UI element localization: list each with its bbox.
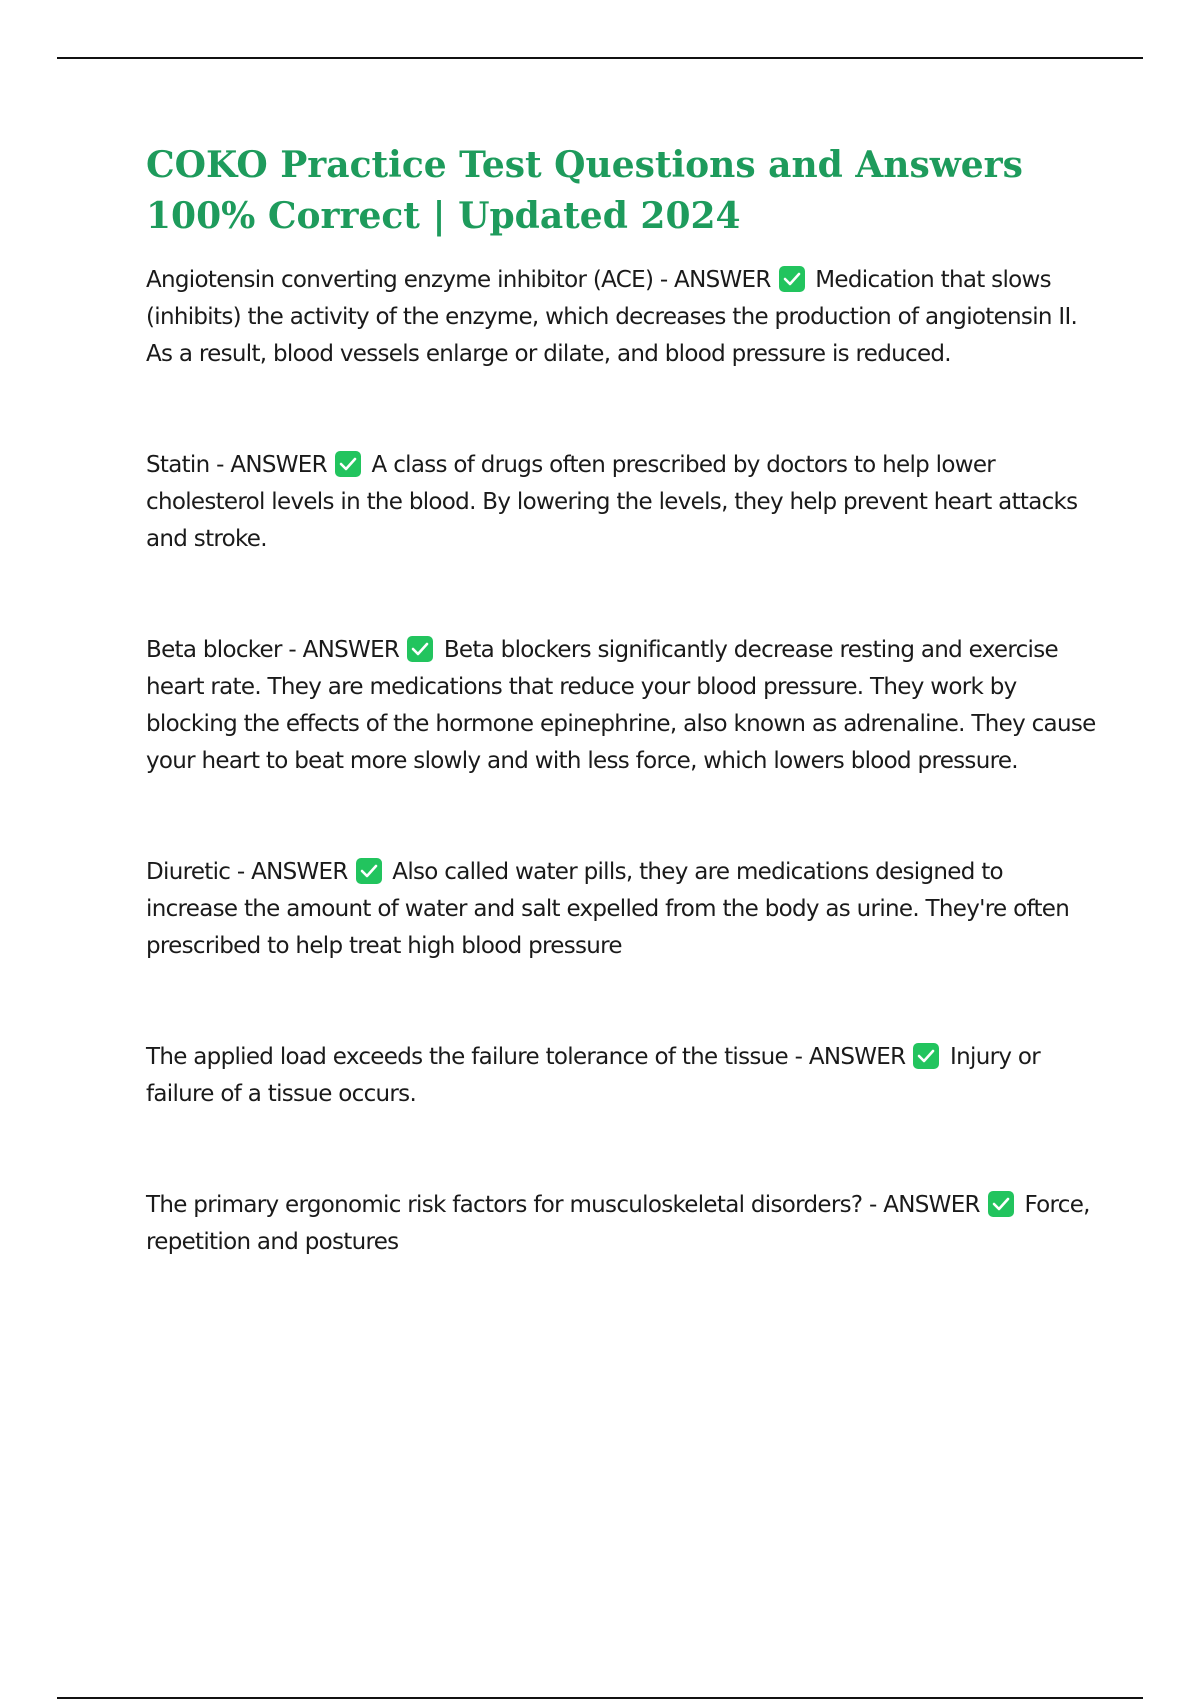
answer-label: ANSWER — [883, 1192, 980, 1218]
check-mark-icon — [988, 1191, 1014, 1217]
qa-definition: Also called water pills, they are medications designed to increase the amount of water and salt expelled from the body as urine. They're often prescribed to help treat high blood pressure — [146, 859, 1070, 959]
qa-item-ace-inhibitor — [146, 262, 1096, 373]
check-mark-icon — [356, 858, 382, 884]
qa-term: Diuretic - — [146, 859, 252, 885]
qa-item-applied-load — [146, 1039, 1096, 1113]
qa-item-ergonomic-risk — [146, 1187, 1096, 1261]
check-mark-icon — [335, 451, 361, 477]
check-mark-icon — [407, 636, 433, 662]
top-rule — [57, 57, 1143, 59]
check-mark-icon — [779, 266, 805, 292]
qa-definition: A class of drugs often prescribed by doctors to help lower cholesterol levels in the blood. By lowering the levels, they help prevent heart attacks and stroke. — [146, 452, 1078, 552]
qa-term: The applied load exceeds the failure tolerance of the tissue - — [146, 1044, 809, 1070]
bottom-rule — [57, 1697, 1143, 1699]
check-mark-icon — [913, 1043, 939, 1069]
qa-term: Statin - — [146, 452, 231, 478]
qa-definition: Beta blockers significantly decrease resting and exercise heart rate. They are medications that reduce your blood pressure. They work by blocking the effects of the hormone epinephrine, also known as adrenaline. They cause your heart to beat more slowly and with less force, which lowers blood pressure. — [146, 637, 1096, 774]
document-title: COKO Practice Test Questions and Answers 100% Correct | Updated 2024 — [146, 144, 1023, 237]
document-body — [146, 140, 1096, 1261]
qa-item-beta-blocker — [146, 632, 1096, 780]
qa-item-diuretic — [146, 854, 1096, 965]
answer-label: ANSWER — [674, 267, 771, 293]
answer-label: ANSWER — [230, 452, 327, 478]
qa-definition: Force, repetition and postures — [146, 1192, 1090, 1255]
qa-term: Beta blocker - — [146, 637, 303, 663]
answer-label: ANSWER — [251, 859, 348, 885]
answer-label: ANSWER — [302, 637, 400, 663]
qa-term: Angiotensin converting enzyme inhibitor (ACE) - — [146, 267, 675, 293]
qa-definition: Injury or failure of a tissue occurs. — [146, 1044, 1040, 1107]
qa-item-statin — [146, 447, 1096, 558]
answer-label: ANSWER — [808, 1044, 906, 1070]
qa-definition: Medication that slows (inhibits) the activity of the enzyme, which decreases the production of angiotensin II. As a result, blood vessels enlarge or dilate, and blood pressure is reduced. — [146, 267, 1078, 367]
qa-term: The primary ergonomic risk factors for musculoskeletal disorders? - — [146, 1192, 884, 1218]
